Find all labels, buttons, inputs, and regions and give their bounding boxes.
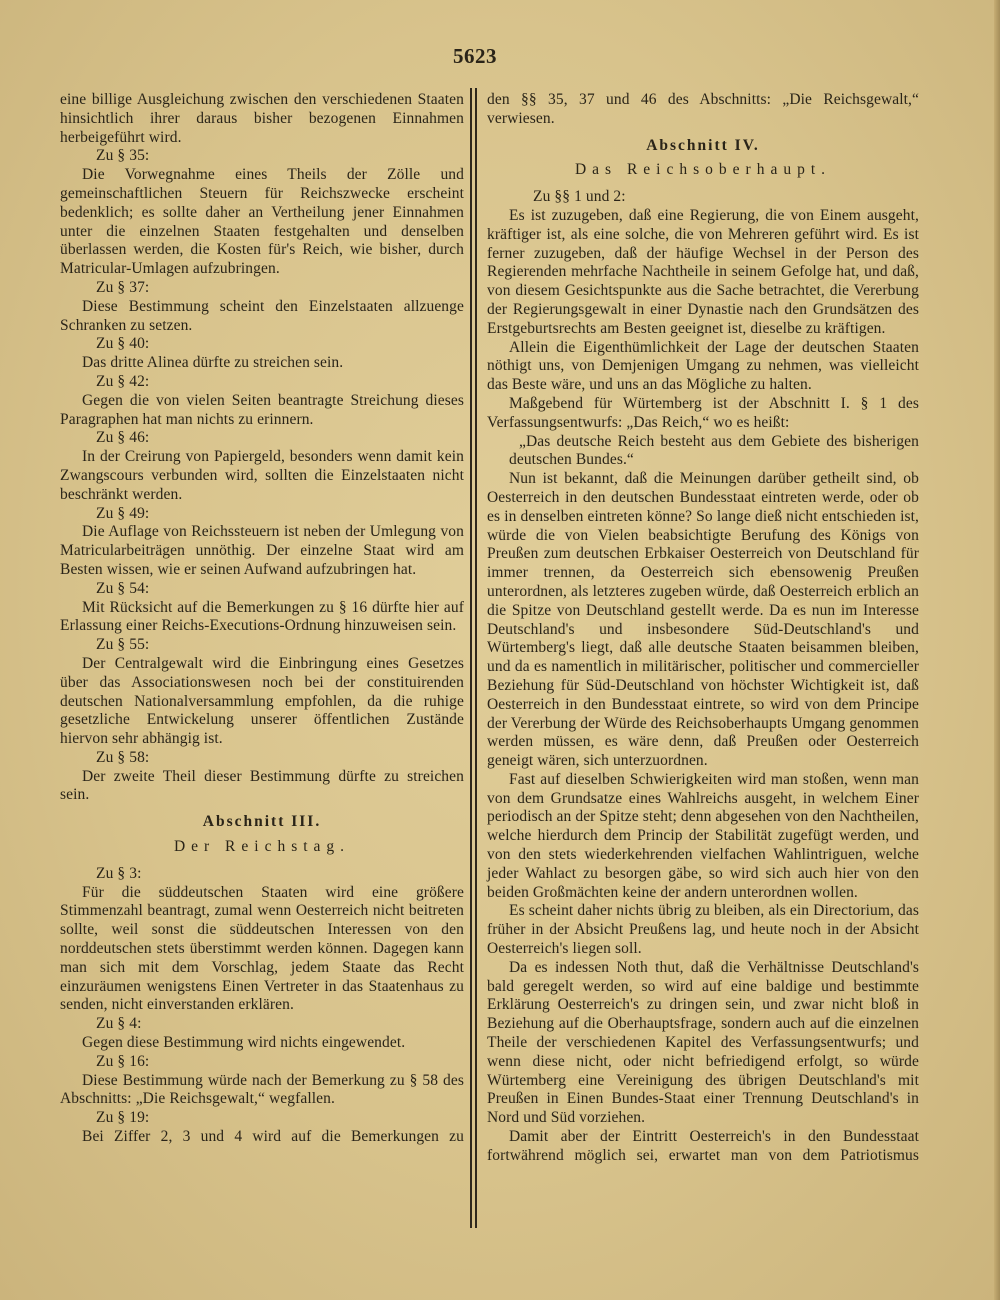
part-title-abschnitt-iv: Abschnitt IV. [646, 136, 760, 154]
paragraph-wahlreich: Fast auf dieselben Schwierigkeiten wird man stoßen, wenn man von dem Grundsatze eines Wahlreichs ausgeht, in welchem Einer periodisch an der Spitze steht; denn abgesehen von den Nachtheilen, welche hierdurch dem Princip der Stabilität zugefügt werden, und von den stets wiederkehrenden vielfachen Wahlintriguen, welche jeder Wahlact zu besorgen gäbe, so wird sich auch hier von den beiden Großmächten keine der andern unterordnen wollen. [487, 770, 919, 901]
column-divider-right-rule [475, 88, 477, 1228]
section-heading-1-2: Zu §§ 1 und 2: [533, 188, 626, 206]
section-body-49: Die Auflage von Reichssteuern ist neben der Umlegung von Matricularbeiträgen unnöthig. Der einzelne Staat wird am Besten wissen, wie er seinen Aufwand aufzubringen hat. [60, 523, 464, 578]
section-body-35: Die Vorwegnahme eines Theils der Zölle und gemeinschaftlichen Steuern für Reichszwecke erscheint bedenklich; es sollte daher an Vertheilung jener Einnahmen unter die einzelnen Staaten festgehalten und denselben überlassen werden, die Kosten für's Reich, wie bisher, durch Matricular-Umlagen aufzubringen. [60, 166, 464, 278]
paragraph-regierung: Es ist zuzugeben, daß eine Regierung, die von Einem ausgeht, kräftiger ist, als eine solche, die von Mehreren geführt wird. Es ist ferner zuzugeben, daß der häufige Wechsel in der Person des Regierenden mehrfache Nachtheile in seinem Gefolge hat, und daß, von diesem Gesichtspunkte aus die Sache betrachtet, die Vererbung der Regierungsgewalt in einer Dynastie nach den Grundsätzen des Erstgeburtsrechts am Besten geeignet ist, dieselbe zu kräftigen. [487, 206, 919, 337]
part-title-abschnitt-iii: Abschnitt III. [202, 813, 322, 831]
section-heading-16: Zu § 16: [96, 1052, 150, 1070]
section-heading-37: Zu § 37: [96, 278, 150, 296]
section-heading-40: Zu § 40: [96, 335, 150, 353]
paragraph-noth-thut: Da es indessen Noth thut, daß die Verhältnisse Deutschland's bald geregelt werden, so wird auf eine baldige und bestimmte Erklärung Oesterreich's zu dringen sein, und zwar nicht bloß in Beziehung auf die Oberhauptsfrage, sondern auch auf die einzelnen Theile der verschiedenen Kapitel des Verfassungsentwurfs; und wenn diese nicht, oder nicht befriedigend erfolgt, so würde Würtemberg eine Vereinigung des übrigen Deutschland's mit Preußen in Einen Bundes-Staat einer Trennung Deutschland's in Nord und Süd vorziehen. [487, 958, 919, 1127]
paragraph-massgebend: Maßgebend für Würtemberg ist der Abschnitt I. § 1 des Verfassungsentwurfs: „Das Reich,“ wo es heißt: [487, 394, 919, 431]
section-heading-54: Zu § 54: [96, 579, 150, 597]
page-number: 5623 [453, 44, 497, 68]
part-subtitle-reichsoberhaupt: Das Reichsoberhaupt. [574, 161, 832, 179]
section-body-3: Für die süddeutschen Staaten wird eine größere Stimmenzahl beantragt, zumal wenn Oesterreich nicht beitreten sollte, weil sonst die süddeutschen Interessen von den norddeutschen stets überstimmt werden können. Dagegen kann man sich mit dem Vorschlag, jedem Staate das Recht einzuräumen wenigstens Einen Vertreter in das Staatenhaus zu senden, nicht einverstanden erklären. [60, 883, 464, 1014]
section-heading-35: Zu § 35: [96, 147, 150, 165]
right-column [487, 91, 919, 1166]
right-lead-text: den §§ 35, 37 und 46 des Abschnitts: „Die Reichsgewalt,“ verwiesen. [487, 91, 919, 127]
paragraph-eigenthuemlichkeit: Allein die Eigenthümlichkeit der Lage der deutschen Staaten nöthigt uns, von Demjenigen Umgang zu nehmen, was vielleicht das Beste wäre, und uns an das Mögliche zu halten. [487, 338, 919, 394]
section-body-58: Der zweite Theil dieser Bestimmung dürfte zu streichen sein. [60, 767, 464, 804]
section-body-16: Diese Bestimmung würde nach der Bemerkung zu § 58 des Abschnitts: „Die Reichsgewalt,“ wegfallen. [60, 1071, 464, 1108]
paragraph-quote-reich: „Das deutsche Reich besteht aus dem Gebiete des bisherigen deutschen Bundes.“ [509, 432, 919, 469]
paragraph-eintritt: Damit aber der Eintritt Oesterreich's in den Bundesstaat fortwährend möglich sei, erwartet man von dem Patriotismus [487, 1128, 919, 1164]
section-body-4: Gegen diese Bestimmung wird nichts eingewendet. [82, 1034, 406, 1052]
section-body-19: Bei Ziffer 2, 3 und 4 wird auf die Bemerkungen zu [82, 1128, 464, 1146]
section-heading-58: Zu § 58: [96, 748, 150, 766]
part-subtitle-reichstag: Der Reichstag. [173, 838, 351, 856]
column-divider-left-rule [470, 88, 472, 1228]
section-body-46: In der Creirung von Papiergeld, besonders wenn damit kein Zwangscours verbunden wird, sollten die Einzelstaaten nicht beschränkt werden. [60, 448, 464, 503]
left-column [60, 91, 464, 1147]
section-heading-4: Zu § 4: [96, 1015, 142, 1033]
section-heading-46: Zu § 46: [96, 429, 150, 447]
page-edge [994, 0, 1000, 1300]
section-body-42: Gegen die von vielen Seiten beantragte Streichung dieses Paragraphen hat man nichts zu erinnern. [60, 391, 464, 428]
section-body-37: Diese Bestimmung scheint den Einzelstaaten allzuenge Schranken zu setzen. [60, 297, 464, 334]
paragraph-directorium: Es scheint daher nichts übrig zu bleiben, als ein Directorium, das früher in der Absicht Preußens lag, und heute noch in der Absicht Oesterreich's liegen soll. [487, 902, 919, 958]
section-body-40: Das dritte Alinea dürfte zu streichen sein. [82, 354, 344, 372]
left-lead-text: eine billige Ausgleichung zwischen den verschiedenen Staaten hinsichtlich ihrer daraus bisher bezogenen Einnahmen herbeigeführt wird. [60, 91, 464, 146]
section-heading-42: Zu § 42: [96, 372, 150, 390]
section-heading-49: Zu § 49: [96, 504, 150, 522]
section-heading-3: Zu § 3: [96, 864, 142, 882]
section-body-55: Der Centralgewalt wird die Einbringung eines Gesetzes über das Associationswesen noch bei der constituirenden deutschen Nationalversammlung empfohlen, da die ruhige gesetzliche Entwickelung unserer öffentlichen Zustände hiervon sehr abhängig ist. [60, 654, 464, 748]
section-heading-55: Zu § 55: [96, 636, 150, 654]
paragraph-nun-ist-bekannt: Nun ist bekannt, daß die Meinungen darüber getheilt sind, ob Oesterreich in den deutschen Bundesstaat eintreten werde, oder ob es in denselben eintreten könne? So lange dieß nicht entschieden ist, würde die von Vielen beabsichtigte Berufung des Königs von Preußen zum deutschen Erbkaiser Oesterreich von Deutschland für immer trennen, da Oesterreich sich ebensowenig Preußen unterordnen, als letzteres zugeben würde, daß Oesterreich erblich an die Spitze von Deutschland gestellt werde. Da es nun im Interesse Deutschland's und insbesondere Süd-Deutschland's und Würtemberg's liegt, daß alle deutsche Staaten beisammen bleiben, und da es namentlich in militärischer, politischer und commercieller Beziehung für Süd-Deutschland von höchster Wichtigkeit ist, daß Oesterreich in den Bundesstaat eintrete, so wird von dem Principe der Vererbung der Würde des Reichsoberhaupts Umgang genommen werden müssen, es wäre denn, daß Preußen oder Oesterreich geneigt wären, sich unterzuordnen. [487, 470, 919, 770]
section-body-54: Mit Rücksicht auf die Bemerkungen zu § 16 dürfte hier auf Erlassung einer Reichs-Executions-Ordnung hinzuweisen sein. [60, 598, 464, 635]
section-heading-19: Zu § 19: [96, 1109, 150, 1127]
